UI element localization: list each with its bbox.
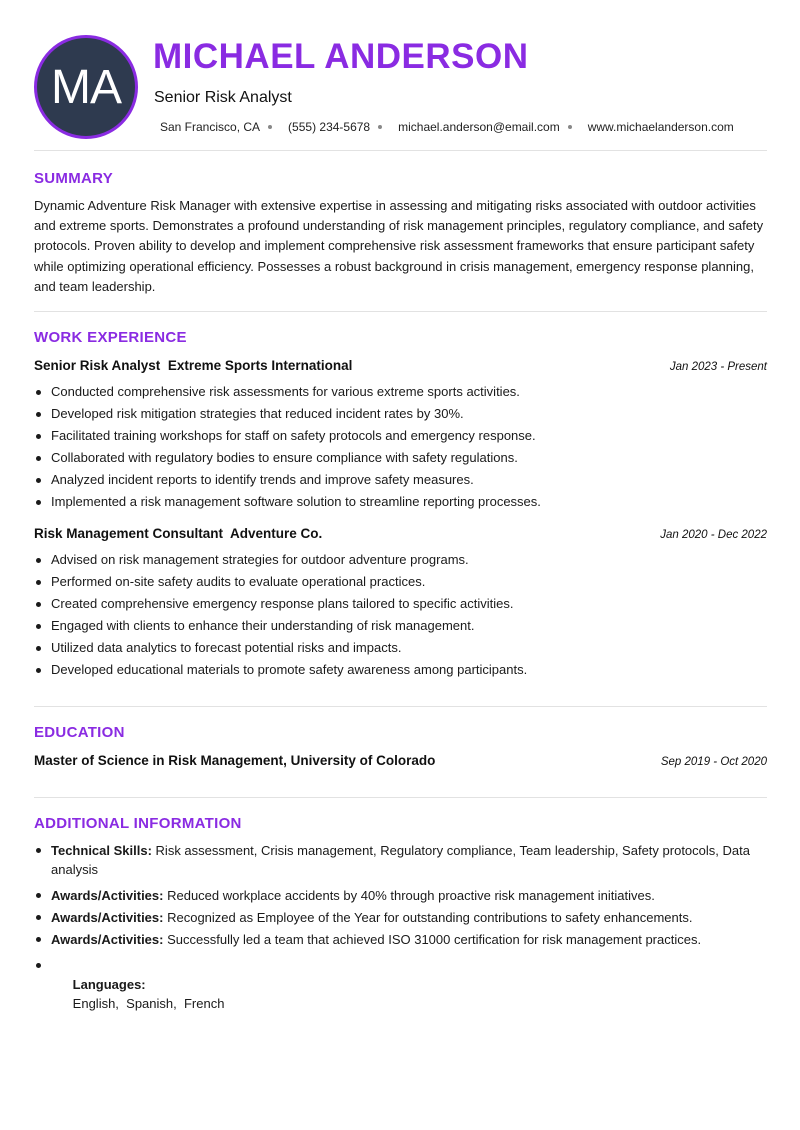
- info-label: Awards/Activities:: [51, 910, 164, 925]
- summary-text: Dynamic Adventure Risk Manager with extensive expertise in assessing and mitigating risks associated with outdoor activities and extreme sports. Demonstrates a profound understanding of risk management principles, regulatory compliance, and safety protocols. Proven ability to develop and implement comprehensive risk assessment frameworks that ensure participant safety while optimizing operational efficiency. Possesses a robust background in crisis management, emergency response planning, and team leadership.: [34, 198, 764, 294]
- info-label: Technical Skills:: [51, 843, 152, 858]
- additional-info-list: [34, 841, 774, 1032]
- list-item: Utilized data analytics to forecast potential risks and impacts.: [34, 637, 774, 659]
- list-item: Collaborated with regulatory bodies to ensure compliance with safety regulations.: [34, 447, 774, 469]
- contact-website[interactable]: www.michaelanderson.com: [587, 120, 734, 134]
- list-item: [34, 886, 774, 905]
- divider: [34, 150, 767, 151]
- info-label: Languages:: [72, 977, 146, 992]
- divider: [34, 797, 767, 798]
- list-item: Developed educational materials to promote safety awareness among participants.: [34, 659, 774, 681]
- contact-location: San Francisco, CA: [160, 120, 261, 134]
- separator-dot: [378, 125, 382, 129]
- education-dates: Sep 2019 - Oct 2020: [660, 756, 767, 768]
- avatar: [34, 35, 138, 139]
- divider: [34, 706, 767, 707]
- education-heading: EDUCATION: [34, 724, 125, 741]
- list-item: Analyzed incident reports to identify trends and improve safety measures.: [34, 469, 774, 491]
- job-dates: Jan 2023 - Present: [669, 361, 767, 373]
- separator-dot: [268, 125, 272, 129]
- info-text: Reduced workplace accidents by 40% through proactive risk management initiatives.: [167, 888, 655, 903]
- experience-heading: WORK EXPERIENCE: [34, 329, 187, 346]
- job-role: Risk Management Consultant: [34, 526, 224, 541]
- resume-header: [0, 0, 800, 150]
- additional-heading: ADDITIONAL INFORMATION: [34, 815, 242, 832]
- list-item: Facilitated training workshops for staff on safety protocols and emergency response.: [34, 425, 774, 447]
- list-item: Engaged with clients to enhance their understanding of risk management.: [34, 615, 774, 637]
- list-item: [34, 930, 774, 949]
- candidate-name: MICHAEL ANDERSON: [153, 37, 529, 76]
- education-degree: Master of Science in Risk Management, University of Colorado: [34, 753, 436, 768]
- list-item: Advised on risk management strategies for outdoor adventure programs.: [34, 549, 774, 571]
- job-role: Senior Risk Analyst: [34, 358, 161, 373]
- list-item: Conducted comprehensive risk assessments for various extreme sports activities.: [34, 381, 774, 403]
- contact-phone: (555) 234-5678: [288, 120, 371, 134]
- list-item: [34, 908, 774, 927]
- info-text: Risk assessment, Crisis management, Regulatory compliance, Team leadership, Safety protocols, Data analysis: [51, 843, 750, 877]
- info-text: English, Spanish, French: [72, 996, 225, 1011]
- contact-email[interactable]: michael.anderson@email.com: [398, 120, 560, 134]
- info-text: Recognized as Employee of the Year for outstanding contributions to safety enhancements.: [167, 910, 693, 925]
- info-label: Awards/Activities:: [51, 888, 164, 903]
- job-header: [34, 526, 767, 541]
- divider: [34, 311, 767, 312]
- job-bullets: [34, 549, 774, 681]
- summary-heading: SUMMARY: [34, 170, 114, 187]
- job-header: [34, 358, 767, 373]
- job-company: Extreme Sports International: [167, 358, 353, 373]
- contact-bar: [160, 120, 734, 134]
- list-item: Implemented a risk management software solution to streamline reporting processes.: [34, 491, 774, 513]
- info-text: Successfully led a team that achieved ISO 31000 certification for risk management practices.: [167, 932, 702, 947]
- job-company: Adventure Co.: [230, 526, 323, 541]
- list-item: [34, 956, 774, 1032]
- avatar-initials: MA: [51, 60, 121, 114]
- separator-dot: [568, 125, 572, 129]
- list-item: [34, 841, 774, 879]
- list-item: Created comprehensive emergency response plans tailored to specific activities.: [34, 593, 774, 615]
- job-dates: Jan 2020 - Dec 2022: [660, 529, 767, 541]
- list-item: Developed risk mitigation strategies that reduced incident rates by 30%.: [34, 403, 774, 425]
- info-label: Awards/Activities:: [51, 932, 164, 947]
- job-title: Senior Risk Analyst: [154, 89, 292, 106]
- job-bullets: [34, 381, 774, 513]
- list-item: Performed on-site safety audits to evaluate operational practices.: [34, 571, 774, 593]
